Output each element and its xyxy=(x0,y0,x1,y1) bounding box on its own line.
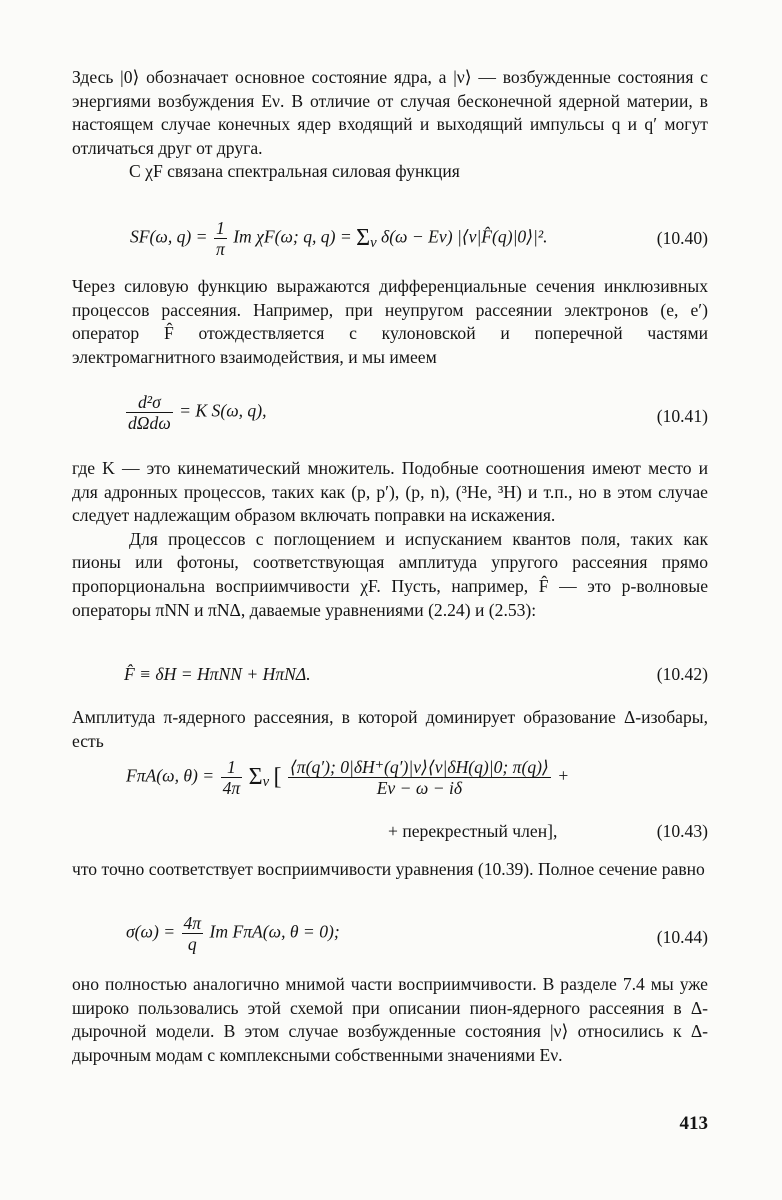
equation-10-40 xyxy=(72,218,708,258)
eq44-lhs: σ(ω) = xyxy=(126,921,176,942)
paragraph-6: Амплитуда π-ядерного рассеяния, в которой доминирует образование Δ-изобары, есть xyxy=(72,707,708,751)
equation-10-43-line2 xyxy=(72,821,708,861)
eq40-rhs: δ(ω − Eν) |⟨ν|F̂(q)|0⟩|². xyxy=(381,226,548,247)
eq43-tail: + xyxy=(557,765,570,786)
eq44-rhs: Im FπA(ω, θ = 0); xyxy=(209,921,340,942)
eq40-lhs: SF(ω, q) = xyxy=(130,226,208,247)
text-block-4 xyxy=(72,706,708,753)
eq40-mid: Im χF(ω; q, q) = xyxy=(233,226,352,247)
page-number: 413 xyxy=(679,1113,708,1134)
text-block-2 xyxy=(72,275,708,369)
paragraph-3: Через силовую функцию выражаются дифференциальные сечения инклюзивных процессов рассеяния. Например, при неупругом рассеянии электронов (e, e′) оператор F̂ отождествляется с кулоновской и поперечной частями электромагнитного взаимодействия, и мы имеем xyxy=(72,276,708,367)
eq43-lhs: FπA(ω, θ) = xyxy=(126,765,215,786)
eq43-number: (10.43) xyxy=(656,821,708,841)
eq41-rhs: = K S(ω, q), xyxy=(179,400,267,421)
eq43-num: ⟨π(q′); 0|δH⁺(q′)|ν⟩⟨ν|δH(q)|0; π(q)⟩ xyxy=(289,757,549,777)
eq43-sub: ν xyxy=(262,774,270,791)
equation-10-41 xyxy=(72,392,708,432)
eq40-number: (10.40) xyxy=(656,228,708,248)
paragraph-4: где K — это кинематический множитель. Подобные соотношения имеют место и для адронных процессов, таких как (p, p′), (p, n), (³He, ³H) и т.п., но в этом случае следует надлежащим образом включать поправки на искажения. xyxy=(72,458,708,526)
equation-10-43 xyxy=(72,757,708,797)
paragraph-7: что точно соответствует восприимчивости уравнения (10.39). Полное сечение равно xyxy=(72,859,705,879)
text-block-3 xyxy=(72,457,708,622)
eq43-line2: + перекрестный член], xyxy=(388,821,558,841)
eq42-number: (10.42) xyxy=(656,664,708,684)
eq42-expr: F̂ ≡ δH = HπNN + HπNΔ. xyxy=(124,664,311,684)
eq44-den: q xyxy=(187,934,197,954)
eq41-den: dΩdω xyxy=(128,413,171,433)
text-block-1 xyxy=(72,66,708,184)
eq43-sum: Σ xyxy=(248,764,263,790)
equation-10-44 xyxy=(72,913,708,953)
paragraph-1: Здесь |0⟩ обозначает основное состояние ядра, а |ν⟩ — возбужденные состояния с энергиями возбуждения Eν. В отличие от случая бесконечной ядерной материи, в настоящем случае конечных ядер входящий и выходящий импульсы q и q′ могут отличаться друг от друга. xyxy=(72,67,708,158)
equation-10-42 xyxy=(72,664,708,704)
text-block-5 xyxy=(72,858,708,882)
eq40-den: π xyxy=(215,239,225,259)
eq43-den: Eν − ω − iδ xyxy=(376,778,463,798)
eq41-num: d²σ xyxy=(126,392,173,413)
eq44-number: (10.44) xyxy=(656,927,708,947)
paragraph-5: Для процессов с поглощением и испусканием квантов поля, таких как пионы или фотоны, соответствующая амплитуда упругого рассеяния прямо пропорциональна восприимчивости χF. Пусть, например, F̂ — это p-волновые операторы πNN и πNΔ, даваемые уравнениями (2.24) и (2.53): xyxy=(72,528,708,620)
eq43-bracket: [ xyxy=(273,764,282,790)
eq41-number: (10.41) xyxy=(656,406,708,426)
eq43-pre-num: 1 xyxy=(221,757,243,778)
paragraph-8: оно полностью аналогично мнимой части восприимчивости. В разделе 7.4 мы уже широко пользовались этой схемой при описании пион-ядерного рассеяния в Δ-дырочной модели. В этом случае возбужденные состояния |ν⟩ относились к Δ-дырочным модам с комплексными собственными значениями Eν. xyxy=(72,974,708,1065)
text-block-6 xyxy=(72,973,708,1067)
paragraph-2: С χF связана спектральная силовая функция xyxy=(129,161,460,182)
eq43-pre-den: 4π xyxy=(222,778,241,798)
eq44-num: 4π xyxy=(183,913,202,933)
eq40-num: 1 xyxy=(214,218,227,239)
eq40-sum: Σ xyxy=(356,225,371,251)
eq40-sub: ν xyxy=(370,235,377,252)
